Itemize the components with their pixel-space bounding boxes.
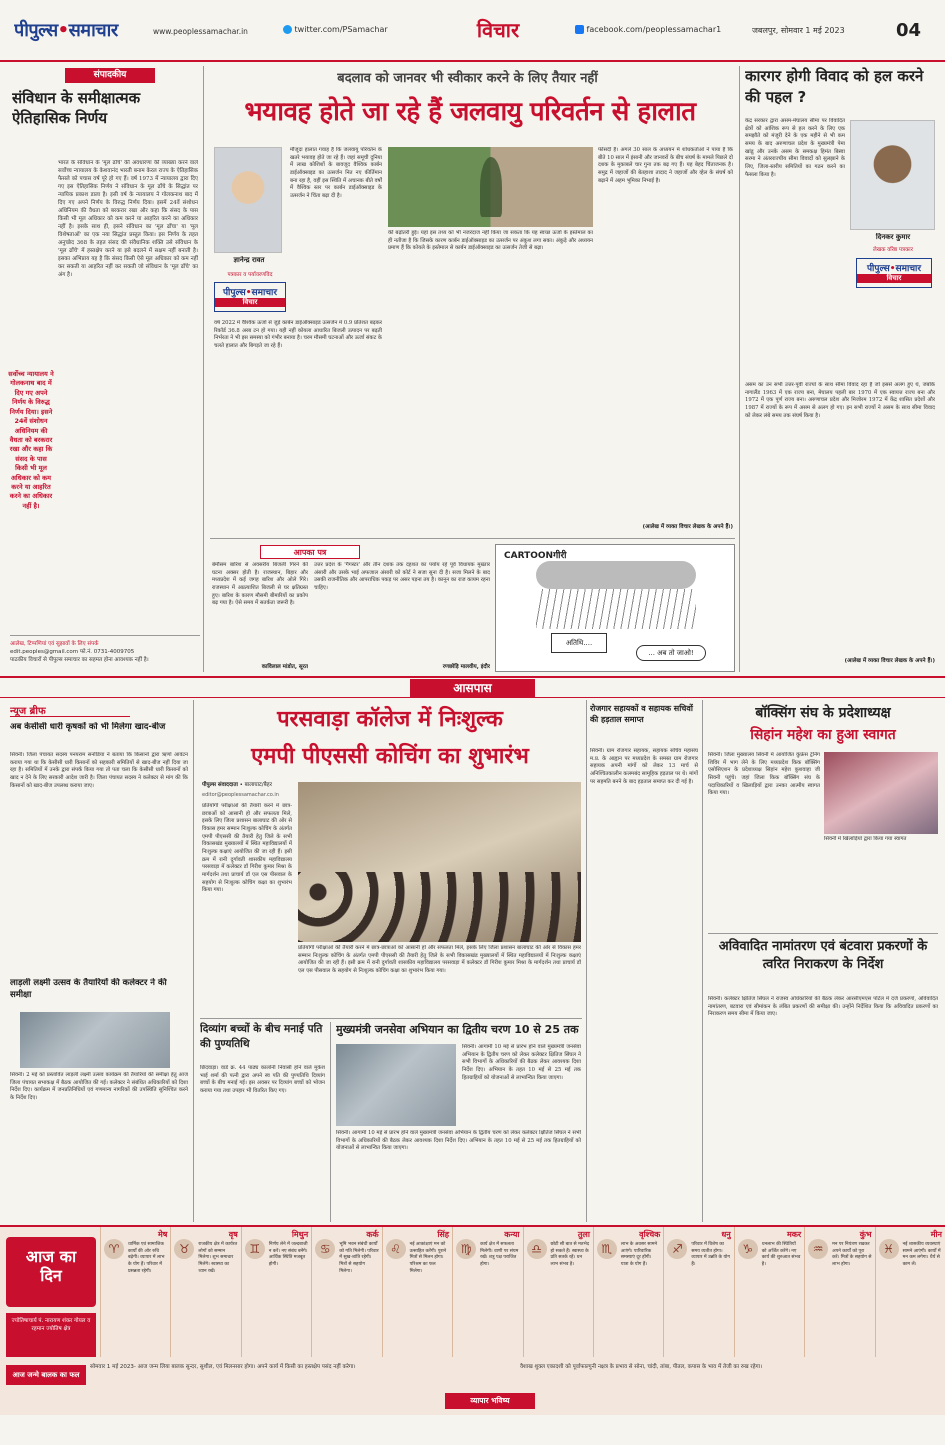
zodiac-text: नई शासकीय व्यवस्थाएं सामने आएंगी। कार्यों में मन कम लगेगा। धैर्य से काम लें।: [902, 1242, 941, 1267]
twitter-icon: [283, 25, 292, 34]
cloud-icon: [536, 561, 696, 589]
zodiac-sign-icon: ♑: [738, 1239, 758, 1259]
zodiac-name: धनु: [721, 1230, 731, 1239]
zodiac-name: मकर: [786, 1230, 802, 1239]
students-icon: [298, 872, 581, 942]
zodiac-text: राजकीय क्षेत्र में कार्यरत लोगों को सम्मान मिलेगा। शुभ समाचार मिलेंगे। स्वास्थ्य का ध्यान रखें।: [198, 1242, 238, 1274]
zodiac-row: [100, 1227, 945, 1357]
footer-disclaimer: पाठकीय विचारों से पीपुल्स समाचार का सहमत होना आवश्यक नहीं है।: [10, 657, 149, 663]
right-signoff: (आलेख में व्यक्त विचार लेखक के अपने हैं।): [844, 658, 935, 664]
zodiac-text: धार्मिक एवं सामाजिक कार्यों की ओर रुचि बढ़ेगी। व्यापार में लाभ के योग हैं। परिवार में प्रसन्नता रहेगी।: [128, 1242, 165, 1274]
horoscope-title: आज का दिन: [25, 1247, 77, 1286]
zodiac-name: कर्क: [366, 1230, 379, 1239]
footer-contact-label: आलेख, टिप्पणियां एवं सुझावों के लिए संपर्क: [10, 641, 99, 647]
zodiac-name: मिथुन: [291, 1230, 309, 1239]
letters-tag: आपका पत्र: [260, 545, 360, 559]
lead-signoff: (आलेख में व्यक्त विचार लेखक के अपने हैं।): [642, 524, 733, 530]
right-author-name: दिनकर कुमार: [875, 233, 911, 241]
horoscope-strip: [0, 1225, 945, 1415]
right-body-1: केंद्र सरकार द्वारा असम-मेघालय सीमा पर विवादित क्षेत्रों को आंशिक रूप से हल करने के लिए एक समझौते को मंजूरी देने के एक महीने से भी कम समय के बाद अरुणाचल प्रदेश के मुख्यमंत्री पेमा खांडू और उनके असम के समकक्ष हिमंत बिस्वा सरमा ने अंतरराज्यीय सीमा विवादों को सुलझाने के लिए, जिला-स्तरीय समितियों का गठन करने का फैसला किया है।: [745, 118, 845, 178]
byline-name: पीपुल्स संवाददाता: [202, 782, 238, 788]
mini-logo: पीपुल्स•समाचार: [222, 288, 278, 298]
review-meeting-photo: [20, 1012, 170, 1068]
right-mini-logo: पीपुल्स•समाचार: [866, 264, 922, 274]
brief-2-headline: लाड़ली लक्ष्मी उत्सव के तैयारियों की कलेक्टर ने की समीक्षा: [10, 978, 167, 1000]
zodiac-text: भूमि भवन संबंधी कार्यों को गति मिलेगी। परिवार में सुख-शांति रहेगी। मित्रों से सहयोग मिलेगा।: [339, 1242, 379, 1274]
brief-2-body: सिवनी। 2 मई को प्रस्तावित लाड़ली लक्ष्मी उत्सव कार्यक्रम की तैयारियों की समीक्षा हेतु आज जिला पंचायत सभाकक्ष में बैठक आयोजित की गई। कलेक्टर ने संबंधित अधिकारियों को दिशा निर्देश दिए। कार्यक्रम में जनप्रतिनिधियों एवं गणमान्य नागरिकों की उपस्थिति सुनिश्चित करने के निर्देश दिए।: [10, 1072, 188, 1102]
boxing-caption: सिवनी में खिलाड़ियों द्वारा किया गया स्वागत: [824, 836, 907, 842]
twitter-link[interactable]: twitter.com/PSamachar: [283, 25, 413, 39]
boxing-headline-2: सिहांन महेश का हुआ स्वागत: [750, 727, 896, 743]
business-tag: व्यापार भविष्य: [445, 1393, 535, 1409]
zodiac-name: सिंह: [437, 1230, 450, 1239]
lead-col-4: फीसदी है। अगले 30 साल के अध्ययन में शोधकर्ताओं ने पाया है कि बीते 10 साल में इंसानी और जानवरों के बीच संघर्ष के मामले पिछले दो दशक के मुकाबले चार गुना तक बढ़ गए हैं। यह बेहद चिंताजनक है। समुद्र में जहाजों की बेतहाशा तादाद ने जहाजों और व्हेल के संघर्ष को बढ़ाने में अहम भूमिका निभाई है।: [598, 147, 733, 184]
newspaper-logo: पीपुल्स•समाचार: [14, 20, 118, 41]
right-section-badge: [856, 258, 932, 288]
zodiac-sign-icon: ♒: [808, 1239, 828, 1259]
right-badge-label: विचार: [857, 274, 931, 283]
zodiac-cell: [804, 1227, 874, 1357]
zodiac-cell: [523, 1227, 593, 1357]
zodiac-cell: [663, 1227, 733, 1357]
author-photo: [214, 147, 282, 253]
cartoon-title: CARTOONगीरी: [504, 551, 567, 561]
lead-headline: भयावह होते जा रहे हैं जलवायु परिवर्तन से हालात: [244, 97, 696, 127]
zodiac-sign-icon: ♋: [315, 1239, 335, 1259]
boxing-body: सिवनी। जिला मुख्यालय सिवनी में आयोजित कुंफ्रेंस ट्रेनिंग शिविर में भाग लेने के लिए मध्यप्रदेश किक बॉक्सिंग एसोसिएशन के प्रदेशाध्यक्ष सिहांन महेश कुशवाहा जी सिवनी पहुंचे। जहां जिला किक बॉक्सिंग संघ के पदाधिकारियों व खिलाड़ियों द्वारा उनका आत्मीय स्वागत किया गया।: [708, 752, 820, 797]
zodiac-text: मन पर नियंत्रण रखकर अपने कार्यों को पूरा करें। मित्रों के सहयोग से लाभ होगा।: [832, 1242, 872, 1267]
cartoon-panel: [495, 544, 735, 672]
boxing-headline-1: बॉक्सिंग संघ के प्रदेशाध्यक्ष: [755, 705, 891, 721]
boxing-welcome-photo: [824, 752, 938, 834]
rozgar-headline: रोजगार सहायकों व सहायक सचिवों की हड़ताल समाप्त: [590, 704, 693, 725]
classroom-photo: [298, 782, 581, 942]
byline-place: बालाघाट/बैहर: [244, 782, 272, 788]
letter-2: उत्तर प्रदेश के 'गैंगस्टर' और तीन दशक तक दहशत का पर्याय रहे पूर्व विधायक मुख्तार अंसारी और उसके भाई अफजाल अंसारी को कोर्ट ने सजा सुना दी है। सजा मिलने के बाद उसकी राजनीतिक और आपराधिक पकड़ पर असर पड़ना तय है। कानून का राज कायम रहना चाहिए।: [314, 562, 490, 592]
zodiac-text: निर्णय लेने में जल्दबाजी न करें। नए संबंध बनेंगे। आर्थिक स्थिति मजबूत होगी।: [268, 1242, 308, 1267]
namantaran-headline: अविवादित नामांतरण एवं बंटवारा प्रकरणों के त्वरित निराकरण के निर्देश: [718, 939, 928, 972]
author-role: पत्रकार व पर्यावरणविद: [227, 272, 273, 278]
letter-1: बेमौसम बारिश से अवसरीय बिजली गिरने की घटना अक्सर होती है। राजस्थान, बिहार और मध्यप्रदेश में कई जगह बारिश और ओले गिरे। राजस्थान में अप्रत्याशित बिजली से घर क्षतिग्रस्त हुए। बारिश के कारण मौसमी बीमारियों का प्रकोप बढ़ गया है। ऐसे समय में सतर्कता जरूरी है।: [212, 562, 308, 607]
mcm-body-2: सिवनी। आगामी 10 मई से प्रारंभ होने वाले मुख्यमंत्री जनसेवा अभियान के द्वितीय चरण को लेकर कलेक्टर क्षितिज सिंघल ने सभी विभागों के अधिकारियों की बैठक लेकर आवश्यक दिशा निर्देश दिए। अभियान के तहत 10 मई से 25 मई तक हितग्राहियों को योजनाओं से लाभान्वित किया जाएगा।: [462, 1044, 581, 1081]
zodiac-name: तुला: [577, 1230, 590, 1239]
coaching-headline-1: परसवाड़ा कॉलेज में निःशुल्क: [277, 707, 503, 732]
footer-email[interactable]: edit.peoples@gmail.com फो.नं. 0731-4009705: [10, 649, 135, 655]
zodiac-text: छोटी सी बात से मतभेद हो सकते हैं। स्वास्थ्य के प्रति सतर्क रहें। धन लाभ संभव है।: [550, 1242, 590, 1267]
section-title: विचार: [476, 18, 520, 42]
coaching-byline: पीपुल्स संवाददाता • बालाघाट/बैहर: [202, 782, 272, 788]
zodiac-text: कार्य क्षेत्र में सफलता मिलेगी। वाणी पर संयम रखें। शत्रु पक्ष पराजित होगा।: [480, 1242, 519, 1267]
dateline: जबलपुर, सोमवार 1 मई 2023: [752, 26, 845, 35]
right-author-photo: [850, 120, 935, 230]
zodiac-cell: [452, 1227, 522, 1357]
website-link[interactable]: www.peoplessamachar.in: [153, 27, 248, 36]
zodiac-text: परिवार में विशेष का समय व्यतीत होगा। व्यापार में उन्नति के योग हैं।: [691, 1242, 730, 1267]
zodiac-text: नई आकांक्षाएं मन को उत्साहित करेंगी। पुराने मित्रों से मिलन होगा। परिश्रम का फल मिलेगा।: [409, 1242, 447, 1274]
tree-icon: [480, 157, 502, 217]
cartoon-sign-1: अतिथि....: [551, 633, 607, 653]
editorial-footer: [10, 635, 200, 671]
zodiac-sign-icon: ♌: [386, 1239, 406, 1259]
zodiac-sign-icon: ♎: [527, 1239, 547, 1259]
masthead: [0, 0, 945, 62]
zodiac-sign-icon: ♍: [456, 1239, 476, 1259]
janseva-meeting-photo: [336, 1044, 456, 1126]
letter-1-signature: काविलाल मांडोत, सूरत: [261, 664, 308, 670]
divyang-headline: दिव्यांग बच्चों के बीच मनाई पति की पुण्यतिथि: [200, 1023, 323, 1050]
zodiac-name: मीन: [930, 1230, 942, 1239]
zodiac-cell: [593, 1227, 663, 1357]
editorial-headline: संविधान के समीक्षात्मक ऐतिहासिक निर्णय: [12, 89, 141, 128]
cartoon-sign-2: ... अब तो जाओ!: [636, 645, 706, 661]
section-badge: [214, 282, 286, 312]
zodiac-sign-icon: ♉: [174, 1239, 194, 1259]
zodiac-name: कुंभ: [859, 1230, 872, 1239]
zodiac-cell: [734, 1227, 804, 1357]
zodiac-text: धनलाभ की स्थितियों को अर्जित करेंगे। नए कार्य की शुरुआत संभव है।: [761, 1242, 801, 1267]
lead-col-2: वर्ष 2022 में वैश्विक ऊर्जा से जुड़े कार्बन डाईऑक्साइड उत्सर्जन में 0.9 प्रतिशत बढ़कर रिकॉर्ड 36.8 अरब टन हो गया। यही नहीं कोयला आधारित बिजली उत्पादन पर बढ़ती निर्भरता ने भी इस समस्या को गंभीर बनाया है। चरम मौसमी घटनाओं और ऊर्जा संकट के चलते हालात और बिगड़ते जा रहे हैं।: [214, 320, 382, 350]
horoscope-tag: [6, 1237, 96, 1307]
letter-2-signature: रणछोड़ि मालवीय, इंदौर: [442, 664, 490, 670]
author-name: ज्ञानेन्द्र रावत: [233, 256, 265, 264]
facebook-icon: [575, 25, 584, 34]
rozgar-body: सिवनी। ग्राम रोजगार सहायक, सहायक सचिव महासंघ म.प्र. के आह्वान पर मध्यप्रदेश के समस्त ग्राम रोजगार सहायक अपनी मांगों को लेकर 13 मार्च से अनिश्चितकालीन कलमबंद सामूहिक हड़ताल पर थे। मांगों पर सहमति बनने के बाद हड़ताल समाप्त कर दी गई है।: [590, 748, 698, 785]
aaspaas-band: [0, 676, 945, 698]
badge-label: विचार: [215, 298, 285, 307]
zodiac-cell: [100, 1227, 170, 1357]
zodiac-name: मेष: [157, 1230, 168, 1239]
brief-1-headline: अब केसीसी धारी कृषकों को भी मिलेगा खाद-बीज: [10, 722, 166, 732]
aaspaas-label: आसपास: [410, 679, 535, 697]
zodiac-name: वृश्चिक: [639, 1230, 661, 1239]
zodiac-name: वृष: [228, 1230, 238, 1239]
horoscope-note: ज्योतिषाचार्य पं. नारायण शंकर गोयल व रहमान ज्योतिष क्षेत्र: [6, 1313, 96, 1357]
divyang-body: छिंदवाड़ा। वार्ड क्र. 44 पाठ्य कालोनी निवासी होने वाले मुकेश भाई शर्मा की पत्नी द्वारा अपने स्व पति की पुण्यतिथि दिव्यांग बच्चों के बीच मनाई गई। इस अवसर पर दिव्यांग बच्चों को भोजन कराया गया तथा उपहार भी वितरित किए गए।: [200, 1065, 325, 1095]
editorial-body: भारत के संविधान के 'मूल ढाँचे' की अवधारणा की व्याख्या करने वाले सर्वोच्च न्यायालय के केशवानंद भारती बनाम केरल राज्य के ऐतिहासिक फैसले को पचास वर्ष पूरे हो गए हैं। वर्ष 1973 में न्यायालय द्वारा दिए गए इस ऐतिहासिक निर्णय ने संविधान के मूल ढाँचे के सिद्धांत पर न्यायिक प्रकाश डाला है। इसी वर्ष के न्यायालय ने गोलकनाथ बाद में दिए गए अपने निर्णय के विरुद्ध निर्णय दिया। इसमें 24वें संशोधन अधिनियम की वैधता को बरकरार रखा और कहा कि संसद के पास किसी भी मूल अधिकार को कम करने या आहरित करने का अधिकार नहीं है। इसके साथ ही, इसने संविधान का 'मूल ढाँचा' या 'मूल विशेषताओं' का एक नया सिद्धांत प्रस्तुत किया। इस निर्णय के तहत अनुच्छेद 368 के तहत संसद की संवैधानिक शक्ति उसे संविधान के 'मूल ढाँचे' में हस्तक्षेप करने या इसे बदलने में सक्षम नहीं बनाती है। इसका अभिप्राय यह है कि संसद किसी ऐसे मूल अधिकार को कम नहीं कर सकती या आहरित नहीं कर सकती जो संविधान के 'मूल ढाँचे' का अंग है।: [58, 160, 198, 278]
lead-col-1: मौजूदा हालात गवाह हैं कि जलवायु परिवर्तन के खतरे भयावह होते जा रहे हैं। जहां समूची दुनिया में लाख कोशिशों के बावजूद वैश्विक कार्बन डाईऑक्साइड का उत्सर्जन नित नए कीर्तिमान बना रहा है, वहीं इस स्थिति में अचानक बीते वर्षों में वैश्विक स्तर पर कार्बन डाईऑक्साइड के उत्सर्जन ने चिंता बढ़ा दी है।: [290, 147, 382, 200]
zodiac-cell: [382, 1227, 452, 1357]
zodiac-cell: [241, 1227, 311, 1357]
born-today-tag: आज जन्मे बालक का फल: [6, 1365, 86, 1385]
mcm-body: सिवनी। आगामी 10 मई से प्रारंभ होने वाले मुख्यमंत्री जनसेवा अभियान के द्वितीय चरण को लेकर कलेक्टर क्षितिज सिंघल ने सभी विभागों के अधिकारियों की बैठक लेकर आवश्यक दिशा निर्देश दिए। अभियान के तहत 10 मई से 25 मई तक हितग्राहियों को योजनाओं से लाभान्वित किया जाएगा।: [336, 1130, 581, 1152]
lead-col-3: की बढ़ोतरी हुई। यहां इस तथ्य को भी नजरंदाज नहीं किया जा सकता कि यह स्वच्छ ऊर्जा के इस्तेमाल का ही नतीजा है कि जिसके कारण कार्बन डाईऑक्साइड का उत्सर्जन पर अंकुश लगा सका। अंकुड़े और अध्ययन प्रमाण हैं कि कोयले के इस्तेमाल से कार्बन डाईऑक्साइड का उत्सर्जन तेजी से बढ़ा।: [388, 230, 593, 252]
zodiac-sign-icon: ♊: [245, 1239, 265, 1259]
zodiac-name: कन्या: [504, 1230, 520, 1239]
mcm-headline: मुख्यमंत्री जनसेवा अभियान का द्वितीय चरण 10 से 25 तक: [336, 1023, 579, 1036]
editorial-tag: संपादकीय: [65, 68, 155, 83]
namantaran-body: सिवनी। कलेक्टर क्षितिज सिंघल ने राजस्व अधिकारियों की बैठक लेकर आरसीएमएस पोर्टल में दर्ज प्रकरणों, अविवादित नामांतरण, बटवारा एवं सीमांकन के लंबित प्रकरणों की समीक्षा की। उन्होंने निर्देशित किया कि अविवादित प्रकरणों का निराकरण समय सीमा में किया जाए।: [708, 996, 938, 1018]
business-text: वैशाख शुक्ल एकादशी को पूर्वाफाल्गुनी नक्षत्र के प्रभाव से सोना, चांदी, तांबा, पीतल, कपास के भाव में तेजी का रुख रहेगा।: [520, 1364, 763, 1370]
editorial-side-quote: सर्वोच्च न्यायालय ने गोलकनाथ बाद में दिए गए अपने निर्णय के विरुद्ध निर्णय दिया। इसने 24वें संशोधन अधिनियम की वैधता को बरकरार रखा और कहा कि संसद के पास किसी भी मूल अधिकार को कम करने या आहरित करने का अधिकार नहीं है।: [8, 370, 54, 510]
coaching-headline-2: एमपी पीएससी कोचिंग का शुभारंभ: [251, 744, 529, 769]
zodiac-cell: [170, 1227, 240, 1357]
coaching-email[interactable]: editor@peoplessamachar.co.in: [202, 792, 279, 798]
news-brief-tag: न्यूज ब्रीफ: [10, 703, 130, 717]
zodiac-sign-icon: ♈: [104, 1239, 124, 1259]
coaching-body-cont: प्रतियोगी परीक्षाओं की तैयारी करने में छात्र-छात्राओं को आसानी हो और सफलता मिले, इसके लिए जिला प्रशासन बालाघाट की ओर से विकास हमर सम्मान निःशुल्क कोचिंग के अंतर्गत एमपी पीएससी की तैयारी हेतु जिले के सभी विकासखंड मुख्यालयों में स्थित महाविद्यालयों में निःशुल्क कक्षाएं आयोजित की जा रही हैं। इसी क्रम में रानी दुर्गावती शासकीय महाविद्यालय परसवाड़ा में कलेक्टर डॉ गिरीश कुमार मिश्रा के मार्गदर्शन तथा प्राचार्य डॉ एल एस पीसवाल के सहयोग से निःशुल्क कोचिंग कक्षा का शुभारंभ किया गया।: [298, 945, 581, 975]
facebook-link[interactable]: facebook.com/peoplessamachar1: [575, 25, 745, 39]
lead-kicker: बदलाव को जानवर भी स्वीकार करने के लिए तैयार नहीं: [337, 71, 598, 86]
rain-icon: [536, 589, 696, 629]
zodiac-sign-icon: ♐: [667, 1239, 687, 1259]
zodiac-sign-icon: ♏: [597, 1239, 617, 1259]
zodiac-text: लाभ के अवसर सामने आएंगे। पारिवारिक समस्याएं दूर होंगी। यात्रा के योग हैं।: [620, 1242, 657, 1267]
zodiac-cell: [311, 1227, 381, 1357]
right-body-2: असम का उन सभी उत्तर-पूर्वी राज्यों के साथ सीमा विवाद रहा है जो इससे अलग हुए थे, जबकि नागालैंड 1963 में एक राज्य बना, मेघालय पहली बार 1970 में एक स्वायत्त राज्य बना और 1972 में एक पूर्ण राज्य बना। अरुणाचल प्रदेश और मिजोरम 1972 में केंद्र शासित प्रदेशों और 1987 में राज्यों के रूप में असम से अलग हो गए। इन सभी राज्यों ने असम के साथ सीमा विवाद को लेकर लंबे समय तक संघर्ष किया है।: [745, 382, 935, 419]
born-today-text: सोमवार 1 मई 2023- आज जन्म लिया बालक सुन्दर, सुशील, एवं मिलनसार होगा। अपने कार्य में किसी का हस्तक्षेप पसंद नहीं करेगा।: [90, 1364, 356, 1370]
zodiac-sign-icon: ♓: [879, 1239, 899, 1259]
coaching-body: प्रतियोगी परीक्षाओं की तैयारी करने में छात्र-छात्राओं को आसानी हो और सफलता मिले, इसके लिए जिला प्रशासन बालाघाट की ओर से विकास हमर सम्मान निःशुल्क कोचिंग के अंतर्गत एमपी पीएससी की तैयारी हेतु जिले के सभी विकासखंड मुख्यालयों में स्थित महाविद्यालयों में निःशुल्क कक्षाएं आयोजित की जा रही हैं। इसी क्रम में रानी दुर्गावती शासकीय महाविद्यालय परसवाड़ा में कलेक्टर डॉ गिरीश कुमार मिश्रा के मार्गदर्शन तथा प्राचार्य डॉ एल एस पीसवाल के सहयोग से निःशुल्क कोचिंग कक्षा का शुभारंभ किया गया।: [202, 803, 292, 894]
climate-image: [388, 147, 593, 227]
page-number: 04: [896, 20, 922, 41]
right-author-role: लेखक वरिष्ठ पत्रकार: [873, 247, 913, 253]
brief-1-body: सिवनी। जिला पंचायत सदस्य पनयराम सनोडिया ने बताया कि किसानों द्वारा ऋणों आवंटन कराया गया था कि केसीसी धारी किसानों को सहकारी समितियों से खाद-बीज नहीं दिया जा रहा है। समितियों में उनके द्वारा संपर्क किया गया तो पता चला कि केसीसी धारी किसानों को खाद न देने के लिए सरकारी आदेश जारी है। जिला पंचायत सदस्य ने कलेक्टर से मांग की कि किसानों को खाद-बीज उपलब्ध कराया जाए।: [10, 752, 188, 789]
right-headline: कारगर होगी विवाद को हल करने की पहल ?: [745, 67, 924, 106]
zodiac-cell: [875, 1227, 945, 1357]
